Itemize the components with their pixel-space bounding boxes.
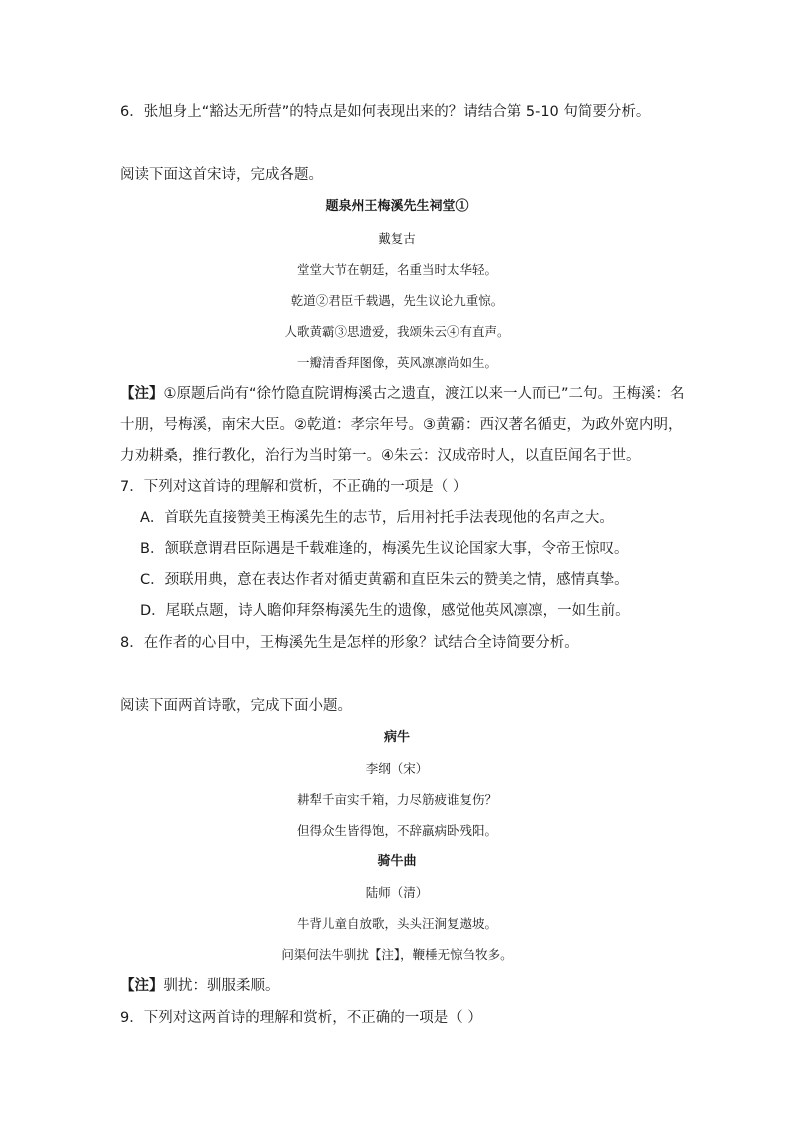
note-text: ①原题后尚有“徐竹隐直院谓梅溪古之遗直，渡江以来一人而已”二句。王梅溪：名 bbox=[163, 386, 685, 402]
poem-title: 题泉州王梅溪先生祠堂① bbox=[325, 199, 469, 214]
option-b: B．颔联意谓君臣际遇是千载难逢的，梅溪先生议论国家大事，令帝王惊叹。 bbox=[140, 541, 629, 557]
note-text: 驯扰：驯服柔顺。 bbox=[163, 978, 280, 994]
poem2-title: 骑牛曲 bbox=[377, 854, 417, 869]
note-line bbox=[120, 384, 685, 404]
question-7: 7．下列对这首诗的理解和赏析，不正确的一项是（ ） bbox=[120, 479, 468, 495]
poem-line: 乾道②君臣千载遇，先生议论九重惊。 bbox=[290, 293, 504, 308]
poem-line: 牛背儿童自放歌，头头汪涧复遨坡。 bbox=[296, 916, 497, 931]
section1-intro: 阅读下面这首宋诗，完成各题。 bbox=[120, 167, 323, 183]
option-a: A．首联先直接赞美王梅溪先生的志节，后用衬托手法表现他的名声之大。 bbox=[140, 510, 614, 526]
question-6: 6．张旭身上“豁达无所营”的特点是如何表现出来的？请结合第 5-10 句简要分析。 bbox=[120, 104, 651, 120]
poem1-author: 李纲（宋） bbox=[365, 761, 429, 776]
poem-author: 戴复古 bbox=[378, 231, 416, 246]
question-8: 8．在作者的心目中，王梅溪先生是怎样的形象？试结合全诗简要分析。 bbox=[120, 635, 579, 651]
note-line: 十朋，号梅溪，南宋大臣。②乾道：孝宗年号。③黄霸：西汉著名循吏，为政外宽内明， bbox=[120, 417, 683, 433]
question-9: 9．下列对这两首诗的理解和赏析，不正确的一项是（ ） bbox=[120, 1010, 482, 1026]
option-d: D．尾联点题，诗人瞻仰拜祭梅溪先生的遗像，感觉他英风凛凛，一如生前。 bbox=[140, 603, 630, 619]
poem-line: 堂堂大节在朝廷，名重当时太华轻。 bbox=[296, 262, 497, 277]
option-c: C．颈联用典，意在表达作者对循吏黄霸和直臣朱云的赞美之情，感情真挚。 bbox=[140, 572, 629, 588]
poem-line: 问渠何法牛驯扰【注】，鞭棰无惊刍牧多。 bbox=[281, 947, 513, 962]
poem-line: 但得众生皆得饱，不辞羸病卧残阳。 bbox=[296, 823, 497, 838]
poem-line: 人歌黄霸③思遗爱，我颂朱云④有直声。 bbox=[284, 324, 510, 339]
note-line bbox=[120, 976, 680, 996]
note-tag: 【注】 bbox=[120, 386, 164, 402]
poem-line: 耕犁千亩实千箱，力尽筋疲谁复伤？ bbox=[296, 792, 497, 807]
poem2-author: 陆师（清） bbox=[365, 885, 429, 900]
note-line: 力劝耕桑，推行教化，治行为当时第一。④朱云：汉成帝时人，以直臣闻名于世。 bbox=[120, 448, 641, 464]
section2-intro: 阅读下面两首诗歌，完成下面小题。 bbox=[120, 698, 352, 714]
poem-line: 一瓣清香拜图像，英风凛凛尚如生。 bbox=[296, 355, 497, 370]
note-tag: 【注】 bbox=[120, 978, 164, 994]
poem1-title: 病牛 bbox=[383, 730, 410, 745]
